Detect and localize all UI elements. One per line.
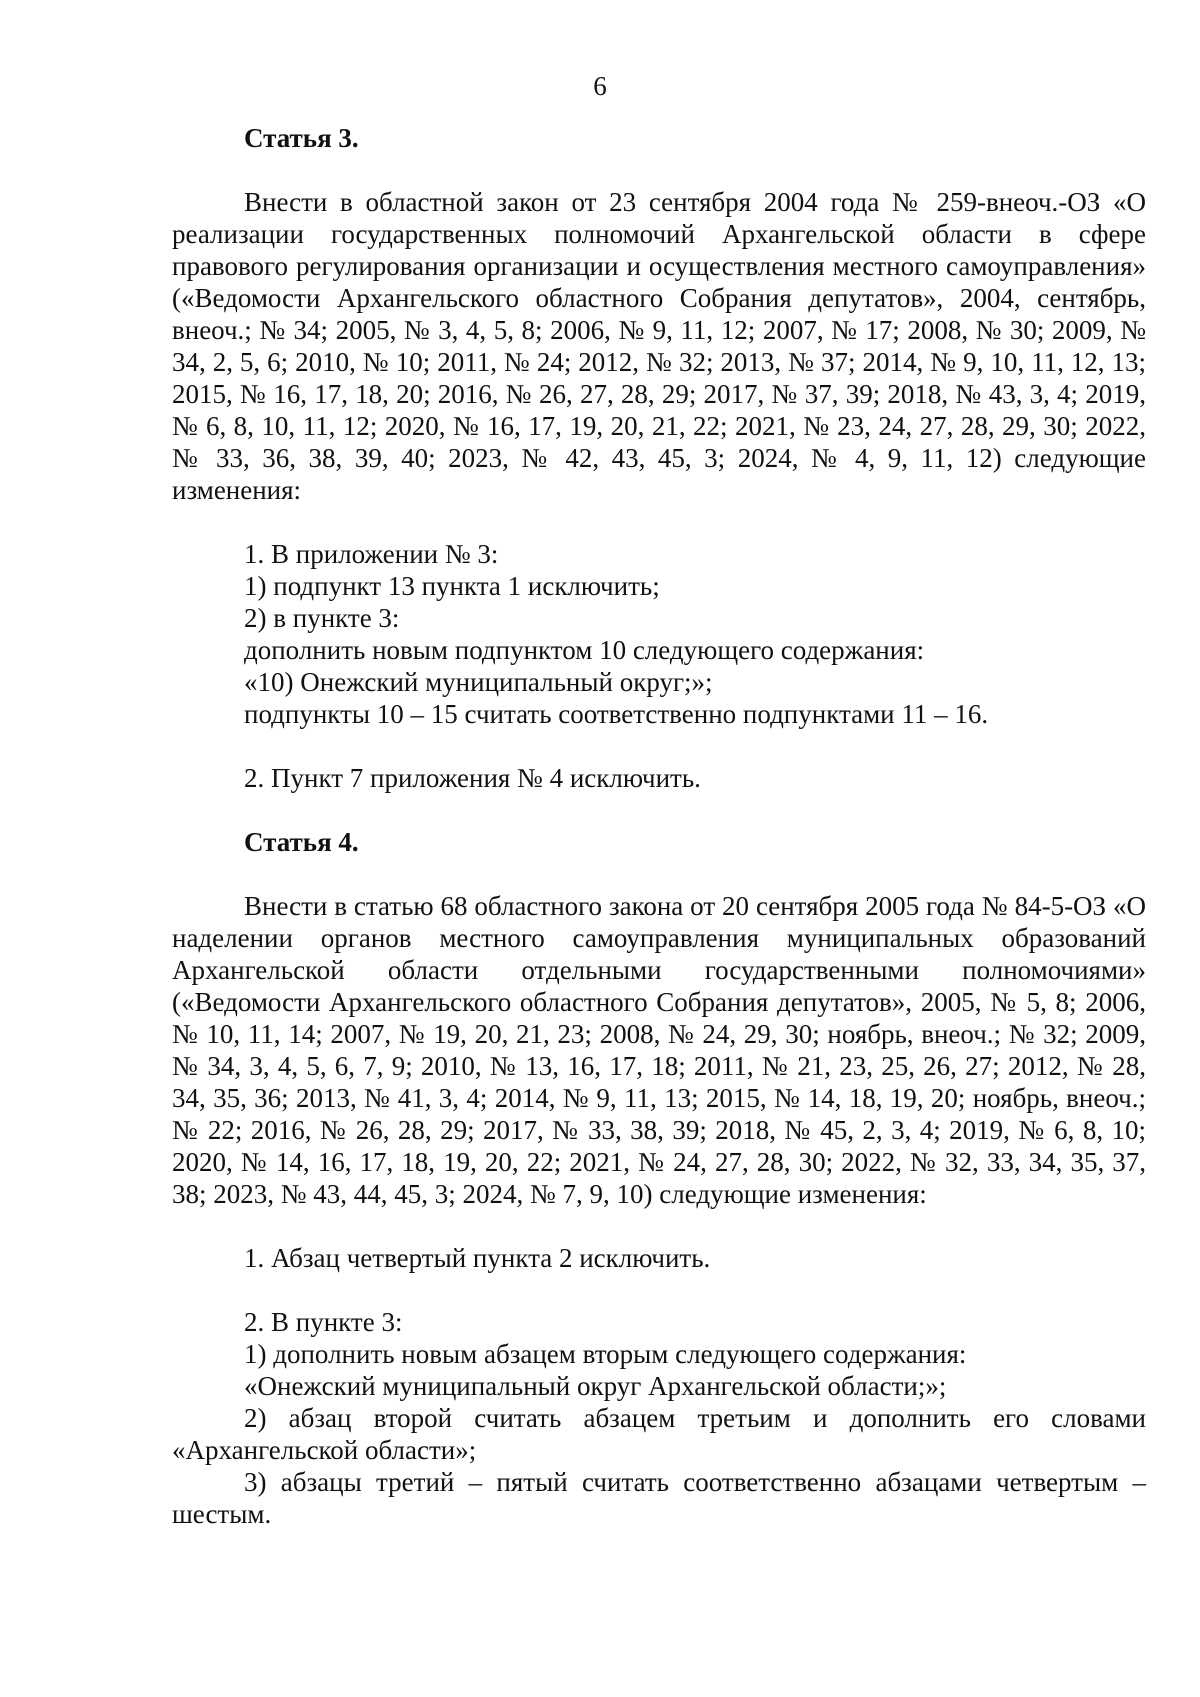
article-3-subpoint-2-text-b: «10) Онежский муниципальный округ;»; bbox=[244, 667, 713, 697]
article-4-intro: Внести в статью 68 областного закона от 20 сентября 2005 года № 84-5-ОЗ «О наделении органов местного самоуправления муниципальных образований Архангельской области отдельными государственными полномочиями» («Ведомости Архангельского областного Собрания депутатов», 2005, № 5, 8; 2006, № 10, 11, 14; 2007, № 19, 20, 21, 23; 2008, № 24, 29, 30; ноябрь, внеоч.; № 32; 2009, № 34, 3, 4, 5, 6, 7, 9; 2010, № 13, 16, 17, 18; 2011, № 21, 23, 25, 26, 27; 2012, № 28, 34, 35, 36; 2013, № 41, 3, 4; 2014, № 9, 11, 13; 2015, № 14, 18, 19, 20; ноябрь, внеоч.; № 22; 2016, № 26, 28, 29; 2017, № 33, 38, 39; 2018, № 45, 2, 3, 4; 2019, № 6, 8, 10; 2020, № 14, 16, 17, 18, 19, 20, 22; 2021, № 24, 27, 28, 30; 2022, № 32, 33, 34, 35, 37, 38; 2023, № 43, 44, 45, 3; 2024, № 7, 9, 10) следующие изменения: bbox=[172, 891, 1146, 1209]
article-4-subpoint-1-text: «Онежский муниципальный округ Архангельской области;»; bbox=[244, 1371, 947, 1401]
article-3-heading: Статья 3. bbox=[244, 123, 359, 153]
article-3-subpoint-2: 2) в пункте 3: bbox=[244, 603, 400, 633]
article-4-point-2: 2. В пункте 3: bbox=[244, 1307, 403, 1337]
article-3-point-1: 1. В приложении № 3: bbox=[244, 539, 499, 569]
article-4-subpoint-3: 3) абзацы третий – пятый считать соответственно абзацами четвертым – шестым. bbox=[172, 1467, 1146, 1529]
article-4-heading: Статья 4. bbox=[244, 827, 359, 857]
article-4-point-1: 1. Абзац четвертый пункта 2 исключить. bbox=[244, 1243, 711, 1273]
article-3-subpoint-1: 1) подпункт 13 пункта 1 исключить; bbox=[244, 571, 660, 601]
document-body bbox=[172, 122, 1146, 1530]
article-3-subpoint-2-text-a: дополнить новым подпунктом 10 следующего содержания: bbox=[244, 635, 925, 665]
article-4-subpoint-2: 2) абзац второй считать абзацем третьим и дополнить его словами «Архангельской области»; bbox=[172, 1403, 1146, 1465]
article-3-subpoint-2-text-c: подпункты 10 – 15 считать соответственно подпунктами 11 – 16. bbox=[244, 699, 989, 729]
article-4-subpoint-1: 1) дополнить новым абзацем вторым следующего содержания: bbox=[244, 1339, 967, 1369]
article-3-intro: Внести в областной закон от 23 сентября 2004 года № 259-внеоч.-ОЗ «О реализации государственных полномочий Архангельской области в сфере правового регулирования организации и осуществления местного самоуправления» («Ведомости Архангельского областного Собрания депутатов», 2004, сентябрь, внеоч.; № 34; 2005, № 3, 4, 5, 8; 2006, № 9, 11, 12; 2007, № 17; 2008, № 30; 2009, № 34, 2, 5, 6; 2010, № 10; 2011, № 24; 2012, № 32; 2013, № 37; 2014, № 9, 10, 11, 12, 13; 2015, № 16, 17, 18, 20; 2016, № 26, 27, 28, 29; 2017, № 37, 39; 2018, № 43, 3, 4; 2019, № 6, 8, 10, 11, 12; 2020, № 16, 17, 19, 20, 21, 22; 2021, № 23, 24, 27, 28, 29, 30; 2022, № 33, 36, 38, 39, 40; 2023, № 42, 43, 45, 3; 2024, № 4, 9, 11, 12) следующие изменения: bbox=[172, 187, 1146, 505]
article-3-point-2: 2. Пункт 7 приложения № 4 исключить. bbox=[244, 763, 701, 793]
page-number: 6 bbox=[593, 71, 607, 101]
